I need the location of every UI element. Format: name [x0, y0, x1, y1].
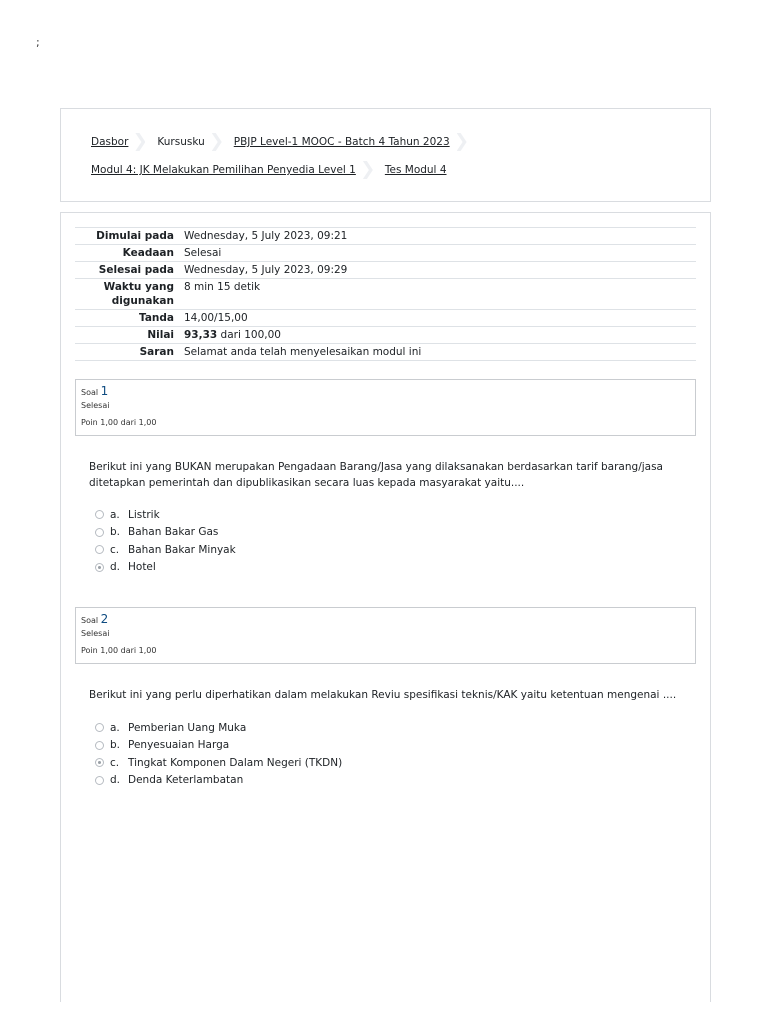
question-number-value: 1 [100, 384, 109, 398]
answer-letter: b. [110, 739, 121, 752]
grade-max: dari 100,00 [217, 329, 281, 341]
summary-label: Tanda [75, 310, 179, 327]
summary-label [75, 279, 179, 310]
answer-text: Bahan Bakar Gas [128, 526, 219, 539]
answer-letter: d. [110, 774, 121, 787]
radio-button-selected[interactable] [95, 758, 104, 767]
question-text: Berikut ini yang perlu diperhatikan dalam melakukan Reviu spesifikasi teknis/KAK yaitu ketentuan mengenai .... [89, 689, 677, 701]
answer-text: Pemberian Uang Muka [128, 721, 247, 734]
breadcrumb-quiz-link[interactable]: Tes Modul 4 [384, 164, 447, 176]
question-number-label: Soal [81, 616, 99, 625]
answer-text: Denda Keterlambatan [128, 774, 244, 787]
summary-label-line: digunakan [111, 295, 174, 307]
quiz-review-panel [60, 212, 711, 1002]
question-points: Poin 1,00 dari 1,00 [81, 646, 157, 655]
radio-button[interactable] [95, 545, 104, 554]
answer-list [95, 719, 342, 789]
question-info-box [75, 379, 696, 436]
answer-letter: c. [110, 756, 120, 769]
radio-button-selected[interactable] [95, 563, 104, 572]
breadcrumb-row-2 [91, 161, 447, 179]
answer-option[interactable] [95, 719, 342, 737]
answer-list [95, 506, 236, 576]
summary-label-line: Waktu yang [103, 281, 174, 293]
question-number [81, 384, 695, 398]
question-status: Selesai [81, 629, 110, 638]
answer-text: Hotel [128, 561, 156, 574]
question-number-value: 2 [100, 612, 109, 626]
answer-text: Tingkat Komponen Dalam Negeri (TKDN) [128, 756, 343, 769]
breadcrumb-dasbor-link[interactable]: Dasbor [91, 136, 129, 148]
attempt-summary-table [75, 227, 696, 361]
radio-button[interactable] [95, 528, 104, 537]
answer-text: Penyesuaian Harga [128, 739, 230, 752]
question-info-box [75, 607, 696, 664]
question-status: Selesai [81, 401, 110, 410]
summary-value: Selamat anda telah menyelesaikan modul ini [179, 344, 696, 361]
summary-row [75, 228, 696, 245]
question-number-label: Soal [81, 388, 99, 397]
breadcrumb [60, 108, 711, 202]
chevron-right-icon [363, 161, 373, 179]
answer-letter: a. [110, 508, 120, 521]
radio-button[interactable] [95, 741, 104, 750]
summary-value: Wednesday, 5 July 2023, 09:29 [179, 262, 696, 279]
summary-label: Dimulai pada [75, 228, 179, 245]
summary-value [179, 327, 696, 344]
summary-label: Keadaan [75, 245, 179, 262]
summary-label: Selesai pada [75, 262, 179, 279]
answer-option[interactable] [95, 559, 236, 577]
answer-letter: d. [110, 561, 121, 574]
answer-letter: a. [110, 721, 120, 734]
summary-row [75, 344, 696, 361]
answer-letter: c. [110, 543, 120, 556]
question-text: Berikut ini yang BUKAN merupakan Pengadaan Barang/Jasa yang dilaksanakan berdasarkan tarif barang/jasa ditetapkan pemerintah dan dipublikasikan secara luas kepada masyarakat yaitu.... [89, 461, 663, 489]
answer-option[interactable] [95, 737, 342, 755]
answer-text: Listrik [128, 508, 160, 521]
summary-row [75, 279, 696, 310]
answer-option[interactable] [95, 772, 342, 790]
summary-row [75, 262, 696, 279]
question-number [81, 612, 695, 626]
summary-value: 14,00/15,00 [179, 310, 696, 327]
answer-option[interactable] [95, 524, 236, 542]
breadcrumb-kursusku[interactable]: Kursusku [157, 136, 205, 148]
breadcrumb-course-link[interactable]: PBJP Level-1 MOOC - Batch 4 Tahun 2023 [233, 136, 450, 148]
radio-button[interactable] [95, 723, 104, 732]
answer-option[interactable] [95, 506, 236, 524]
chevron-right-icon [457, 133, 467, 151]
summary-value: Selesai [179, 245, 696, 262]
grade-value: 93,33 [184, 329, 218, 341]
summary-value: 8 min 15 detik [179, 279, 696, 310]
chevron-right-icon [135, 133, 145, 151]
summary-label: Saran [75, 344, 179, 361]
breadcrumb-row-1 [91, 133, 479, 151]
chevron-right-icon [212, 133, 222, 151]
answer-letter: b. [110, 526, 121, 539]
summary-value: Wednesday, 5 July 2023, 09:21 [179, 228, 696, 245]
answer-text: Bahan Bakar Minyak [128, 543, 236, 556]
summary-row [75, 327, 696, 344]
question-points: Poin 1,00 dari 1,00 [81, 418, 157, 427]
summary-label: Nilai [75, 327, 179, 344]
stray-mark: ; [36, 36, 40, 49]
radio-button[interactable] [95, 776, 104, 785]
summary-row [75, 310, 696, 327]
summary-row [75, 245, 696, 262]
breadcrumb-module-link[interactable]: Modul 4: JK Melakukan Pemilihan Penyedia Level 1 [91, 164, 356, 176]
answer-option[interactable] [95, 754, 342, 772]
answer-option[interactable] [95, 541, 236, 559]
radio-button[interactable] [95, 510, 104, 519]
